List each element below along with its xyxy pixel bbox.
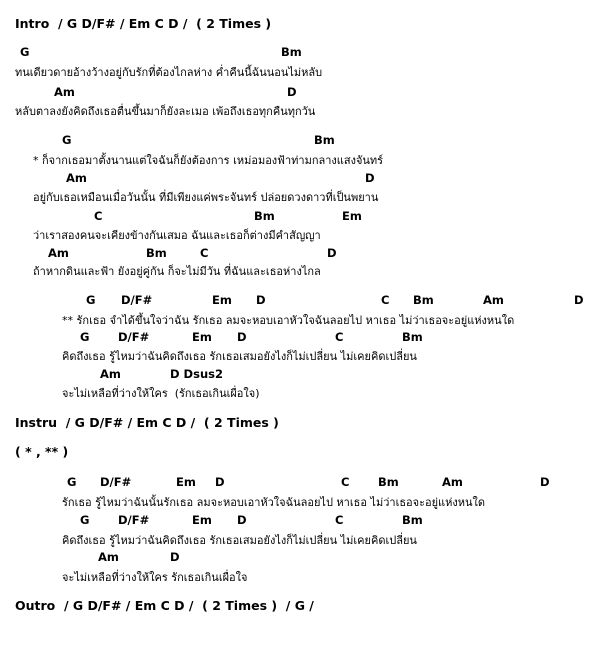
- chord: G: [62, 133, 72, 147]
- chord: Em: [342, 209, 362, 223]
- chord: D: [256, 293, 266, 307]
- chord: Bm: [314, 133, 335, 147]
- chord: D/F#: [121, 293, 153, 307]
- outro-line: Outro / G D/F# / Em C D / ( 2 Times ) / G /: [15, 598, 314, 613]
- chord: Bm: [146, 246, 167, 260]
- chord: Bm: [378, 475, 399, 489]
- lyric-line: * ก็จากเธอมาตั้งนานแต่ใจฉันก็ยังต้องการ เหม่อมองฟ้าท่ามกลางแสงจันทร์: [33, 154, 384, 167]
- chord: D Dsus2: [170, 367, 223, 381]
- chord: Bm: [254, 209, 275, 223]
- chord: C: [335, 513, 344, 527]
- lyric-line: จะไม่เหลือที่ว่างให้ใคร (รักเธอเกินเผื่อใจ): [62, 387, 260, 400]
- chord: D: [540, 475, 550, 489]
- chord: G: [86, 293, 96, 307]
- chord: Am: [100, 367, 121, 381]
- lyric-line: ทนเดียวดายอ้างว้างอยู่กับรักที่ต้องไกลห่าง ค่ำคืนนี้ฉันนอนไม่หลับ: [15, 66, 323, 79]
- chord: Am: [66, 171, 87, 185]
- intro-line: Intro / G D/F# / Em C D / ( 2 Times ): [15, 16, 272, 31]
- chord: Am: [98, 550, 119, 564]
- chord: Am: [48, 246, 69, 260]
- chord: D: [237, 330, 247, 344]
- lyric-line: คิดถึงเธอ รู้ไหมว่าฉันคิดถึงเธอ รักเธอเสมอยังไงก็ไม่เปลี่ยน ไม่เคยคิดเปลี่ยน: [62, 350, 417, 363]
- chord: D: [327, 246, 337, 260]
- chord: D/F#: [118, 513, 150, 527]
- chord: D: [215, 475, 225, 489]
- chord: Em: [192, 513, 212, 527]
- chord: C: [200, 246, 209, 260]
- lyric-line: อยู่กับเธอเหมือนเมื่อวันนั้น ที่มีเพียงแค่พระจันทร์ ปล่อยดวงดาวที่เป็นพยาน: [33, 191, 379, 204]
- chord: C: [94, 209, 103, 223]
- chord: C: [335, 330, 344, 344]
- lyric-line: รักเธอ รู้ไหมว่าฉันนั้นรักเธอ ลมจะหอบเอาหัวใจฉันลอยไป หาเธอ ไม่ว่าเธอจะอยู่แห่งหนใด: [62, 496, 486, 509]
- chord: D: [365, 171, 375, 185]
- chord: Am: [54, 85, 75, 99]
- chord: D/F#: [100, 475, 132, 489]
- lyric-line: คิดถึงเธอ รู้ไหมว่าฉันคิดถึงเธอ รักเธอเสมอยังไงก็ไม่เปลี่ยน ไม่เคยคิดเปลี่ยน: [62, 534, 417, 547]
- chord: Em: [176, 475, 196, 489]
- chord: Bm: [402, 513, 423, 527]
- chord: Bm: [402, 330, 423, 344]
- chord: G: [67, 475, 77, 489]
- chord: D: [287, 85, 297, 99]
- instru-line: Instru / G D/F# / Em C D / ( 2 Times ): [15, 415, 279, 430]
- chord: G: [20, 45, 30, 59]
- lyric-line: ** รักเธอ จำได้ขึ้นใจว่าฉัน รักเธอ ลมจะหอบเอาหัวใจฉันลอยไป หาเธอ ไม่ว่าเธอจะอยู่แห่งหนใด: [62, 314, 515, 327]
- chord: D: [237, 513, 247, 527]
- chord: C: [341, 475, 350, 489]
- chord: D: [170, 550, 180, 564]
- chord: Em: [192, 330, 212, 344]
- lyric-line: หลับตาลงยังคิดถึงเธอตื่นขึ้นมาก็ยังละเมอ เพ้อถึงเธอทุกคืนทุกวัน: [15, 105, 316, 118]
- chord: Am: [483, 293, 504, 307]
- lyric-line: ว่าเราสองคนจะเคียงข้างกันเสมอ ฉันและเธอก็ต่างมีคำสัญญา: [33, 229, 321, 242]
- chord: G: [80, 513, 90, 527]
- chord: D: [574, 293, 584, 307]
- chord: D/F#: [118, 330, 150, 344]
- chord: G: [80, 330, 90, 344]
- chord: C: [381, 293, 390, 307]
- chord: Em: [212, 293, 232, 307]
- chord: Am: [442, 475, 463, 489]
- lyric-line: ถ้าหากดินและฟ้า ยังอยู่คู่กัน ก็จะไม่มีวัน ที่ฉันและเธอห่างไกล: [33, 265, 321, 278]
- lyric-line: จะไม่เหลือที่ว่างให้ใคร รักเธอเกินเผื่อใจ: [62, 571, 248, 584]
- chord: Bm: [281, 45, 302, 59]
- repeat-marker: ( * , ** ): [15, 444, 69, 459]
- chord: Bm: [413, 293, 434, 307]
